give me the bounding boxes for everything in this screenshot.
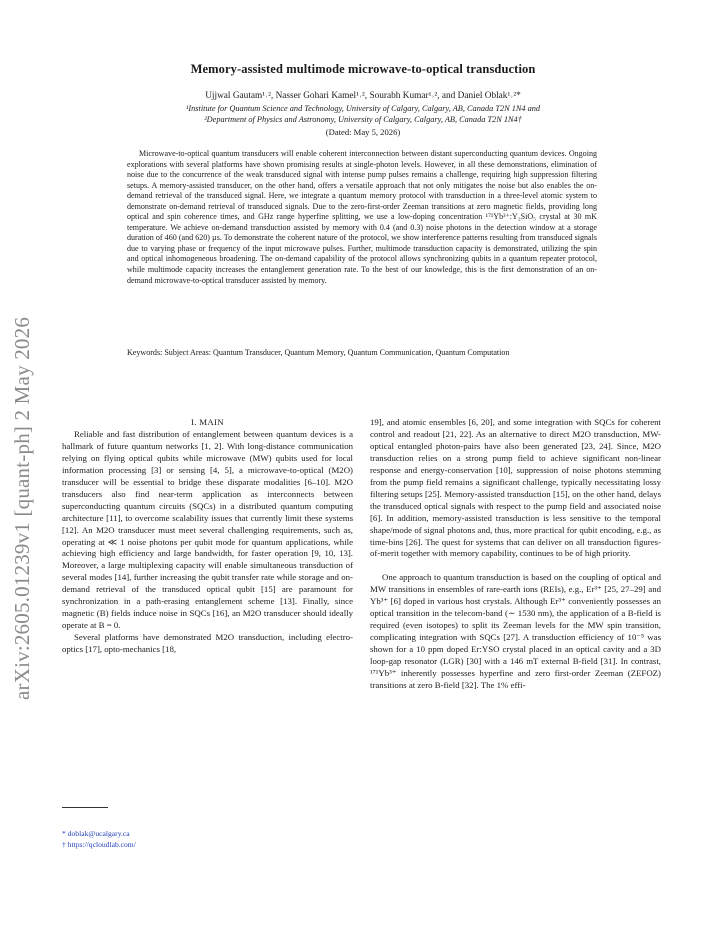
body-paragraph: Reliable and fast distribution of entanglement between quantum devices is a hallmark of future quantum networks [1, 2]. With long-distance communication relying on flying optical qubits while microwave (MW) qubits used for local information processing [3] or sensing [4, 5], a microwave-to-optical (M2O) transducer will be essential to bridge these disparate modalities [6–10]. M2O transducers also find near-term application as interconnects between superconducting quantum circuits (SQCs) in a distributed quantum computing architecture [11], to overcome scalability issues that currently limit these systems [12]. An M2O transducer must meet several challenging requirements, such as, operating at ≪ 1 noise photons per qubit mode for quantum applications, while achieving high efficiency and large bandwidth, for faster operation [9, 10, 13]. Moreover, a large multiplexing capacity will enable simultaneous transduction of several modes [14], further increasing the qubit transfer rate while storage and on-demand retrieval of the transduced optical qubit [15] are paramount for synchronization in a path-erasing entanglement scheme [13]. Finally, since magnetic (B) fields induce noise in SQCs [16], an M2O transducer should ideally operate at B = 0. (62, 428, 353, 631)
abstract: Microwave-to-optical quantum transducers will enable coherent interconnection between distant superconducting quantum devices. Ongoing explorations with several platforms have shown promising results at single-photon levels. However, in all these demonstrations, elimination of noise due to the concurrence of the weak transduced signal with intense pump pulses remains a challenge, requiring high suppression filtering setups. A memory-assisted transducer, on the other hand, offers a versatile approach that not only mitigates the noise but also enables the on-demand retrieval of the transduced signal. Here, we integrate a quantum memory protocol with transduction in a three-level atomic system to demonstrate on-demand retrieval of transduced signals. Due to the zero-first-order Zeeman transitions at zero magnetic fields, providing long optical and spin coherence times, and GHz range hyperfine splitting, we use a low-doping concentration ¹⁷¹Yb³⁺:Y₂SiO₅ crystal at 30 mK temperature. We achieve on-demand transduction assisted by memory with 0.4 (and 0.3) noise photons in the detection window at a storage duration of 460 (and 620) µs. To demonstrate the coherent nature of the protocol, we show interference patterns resulting from transduced signals due to varying phase or frequency of the input microwave pulses. Further, multimode transduction capacity is demonstrated, utilizing the spin and optical inhomogeneous broadening. The on-demand capability of the protocol allows synchronizing qubits in a quantum repeater protocol, while multimode capacity increases the entanglement generation rate. To the best of our knowledge, this is the first demonstration of an on-demand microwave-to-optical transducer assisted by memory. (127, 149, 597, 285)
affiliation-1: ¹Institute for Quantum Science and Technology, University of Calgary, Calgary, AB, Canada T2N 1N4 and (185, 104, 541, 113)
paragraph-gap (370, 560, 661, 572)
footnotes (62, 828, 136, 850)
right-column (370, 417, 661, 692)
left-column (62, 417, 353, 656)
paper-page: arXiv:2605.01239v1 [quant-ph] 2 May 2026 Memory-assisted multimode microwave-to-optical transduction Ujjwal Gautam¹˒², Nasser Gohari Kamel¹˒², Sourabh Kumar¹˒², and Daniel Oblak¹˒²* ¹Institute for Quantum Science and Technology, University of Calgary, Calgary, AB, Canada T2N 1N4 and ²Department of Physics and Astronomy, University of Calgary, Calgary, AB, Canada T2N 1N4† (Dated: May 5, 2026) Microwave-to-optical quantum transducers will enable coherent interconnection between distant superconducting quantum devices. Ongoing explorations with several platforms have shown promising results at single-photon levels. However, in all these demonstrations, elimination of noise due to the concurrence of the weak transduced signal with intense pump pulses remains a challenge, requiring high suppression filtering setups. A memory-assisted transducer, on the other hand, offers a versatile approach that not only mitigates the noise but also enables the on-demand retrieval of the transduced signal. Here, we integrate a quantum memory protocol with transduction in a three-level atomic system to demonstrate on-demand retrieval of transduced signals. Due to the zero-first-order Zeeman transitions at zero magnetic fields, providing long optical and spin coherence times, and GHz range hyperfine splitting, we use a low-doping concentration ¹⁷¹Yb³⁺:Y₂SiO₅ crystal at 30 mK temperature. We achieve on-demand transduction assisted by memory with 0.4 (and 0.3) noise photons in the detection window at a storage duration of 460 (and 620) µs. To demonstrate the coherent nature of the protocol, we show interference patterns resulting from transduced signals due to varying phase or frequency of the input microwave pulses. Further, multimode transduction capacity is demonstrated, utilizing the spin and optical inhomogeneous broadening. The on-demand capability of the protocol allows synchronizing qubits in a quantum repeater protocol, while multimode capacity increases the entanglement generation rate. To the best of our knowledge, this is the first demonstration of an on-demand microwave-to-optical transducer assisted by memory. Keywords: Subject Areas: Quantum Transducer, Quantum Memory, Quantum Communication, Quantum Computation I. MAIN Reliable and fast distribution of entanglement between quantum devices is a hallmark of future quantum networks [1, 2]. With long-distance communication relying on flying optical qubits while microwave (MW) qubits used for local information processing [3] or sensing [4, 5], a microwave-to-optical (M2O) transducer will be essential to bridge these disparate modalities [6–10]. M2O transducers also find near-term application as interconnects between superconducting quantum circuits (SQCs) in a distributed quantum computing architecture [11], to overcome scalability issues that currently limit these systems [12]. An M2O transducer must meet several challenging requirements, such as, operating at ≪ 1 noise photons per qubit mode for quantum applications, while achieving high efficiency and large bandwidth, for faster operation [9, 10, 13]. Moreover, a large multiplexing capacity will enable simultaneous transduction of several modes [14], further increasing the qubit transfer rate while storage and on-demand retrieval of the transduced optical qubit [15] are paramount for synchronization in a path-erasing entanglement scheme [13]. Finally, since magnetic (B) fields induce noise in SQCs [16], an M2O transducer should ideally operate at B = 0. Several platforms have demonstrated M2O transduction, including electro-optics [17], opto-mechanics [18, 19], and atomic ensembles [6, 20], and some integration with SQCs for coherent control and readout [21, 22]. As an alternative to direct M2O transduction, MW-optical entangled photon-pairs have also been generated [23, 24]. Since, M2O transduction relies on a strong pump field to achieve significant non-linear response and energy-conservation [10], suppression of noise photons stemming from the pump field remains a significant challenge, typically necessitating lossy filtering setups [25]. Memory-assisted transduction [15], on the other hand, delays the transduced optical signals with respect to the pump field and associated noise [6]. In addition, memory-assisted transduction is less sensitive to the temporal shape/mode of signal photons and, thus, more practical for qubit encoding, e.g., as time-bins [26]. The quest for systems that can deliver on all transduction figures-of-merit together with memory capability, continues to be of high priority. One approach to quantum transduction is based on the coupling of optical and MW transitions in ensembles of rare-earth ions (REIs), e.g., Er³⁺ [25, 27–29] and Yb³⁺ [6] doped in various host crystals. Although Er³⁺ conveniently possesses an optical transition in the telecom-band (∼ 1530 nm), the application of a B-field is required (even isotopes) to split its Zeeman levels for the MW spin transition, complicating integration with SQCs [27]. A transduction efficiency of 10⁻⁵ was shown for a 10 ppm doped Er:YSO crystal placed in an optical cavity and a 3D loop-gap resonator (LGR) [30] with a 146 mT external B-field [31]. In contrast, ¹⁷¹Yb³⁺ inherently possesses hyperfine and zero first-order Zeeman (ZEFOZ) transitions at zero B-field [32]. The 1% effi- * doblak@ucalgary.ca † https://qcloudlab.com/ (10, 62, 661, 849)
body-paragraph: Several platforms have demonstrated M2O transduction, including electro-optics [17], opto-mechanics [18, (62, 632, 353, 655)
footnote-website-link[interactable]: † https://qcloudlab.com/ (62, 840, 136, 849)
footnote-divider (62, 807, 108, 808)
author-list: Ujjwal Gautam¹˒², Nasser Gohari Kamel¹˒², Sourabh Kumar¹˒², and Daniel Oblak¹˒²* (205, 91, 521, 101)
footnote-email-link[interactable]: * doblak@ucalgary.ca (62, 829, 130, 838)
affiliation-2: ²Department of Physics and Astronomy, University of Calgary, Calgary, AB, Canada T2N 1N4† (204, 115, 522, 124)
keywords: Keywords: Subject Areas: Quantum Transducer, Quantum Memory, Quantum Communication, Quantum Computation (127, 348, 510, 357)
date-line: (Dated: May 5, 2026) (325, 127, 401, 137)
paper-title: Memory-assisted multimode microwave-to-optical transduction (190, 62, 536, 76)
section-heading: I. MAIN (191, 417, 224, 427)
body-paragraph: One approach to quantum transduction is based on the coupling of optical and MW transitions in ensembles of rare-earth ions (REIs), e.g., Er³⁺ [25, 27–29] and Yb³⁺ [6] doped in various host crystals. Although Er³⁺ conveniently possesses an optical transition in the telecom-band (∼ 1530 nm), the application of a B-field is required (even isotopes) to split its Zeeman levels for the MW spin transition, complicating integration with SQCs [27]. A transduction efficiency of 10⁻⁵ was shown for a 10 ppm doped Er:YSO crystal placed in an optical cavity and a 3D loop-gap resonator (LGR) [30] with a 146 mT external B-field [31]. In contrast, ¹⁷¹Yb³⁺ inherently possesses hyperfine and zero first-order Zeeman (ZEFOZ) transitions at zero B-field [32]. The 1% effi- (370, 572, 661, 691)
body-paragraph: 19], and atomic ensembles [6, 20], and some integration with SQCs for coherent control and readout [21, 22]. As an alternative to direct M2O transduction, MW-optical entangled photon-pairs have also been generated [23, 24]. Since, M2O transduction relies on a strong pump field to achieve significant non-linear response and energy-conservation [10], suppression of noise photons stemming from the pump field remains a significant challenge, typically necessitating lossy filtering setups [25]. Memory-assisted transduction [15], on the other hand, delays the transduced optical signals with respect to the pump field and associated noise [6]. In addition, memory-assisted transduction is less sensitive to the temporal shape/mode of signal photons and, thus, more practical for qubit encoding, e.g., as time-bins [26]. The quest for systems that can deliver on all transduction figures-of-merit together with memory capability, continues to be of high priority. (370, 417, 661, 559)
